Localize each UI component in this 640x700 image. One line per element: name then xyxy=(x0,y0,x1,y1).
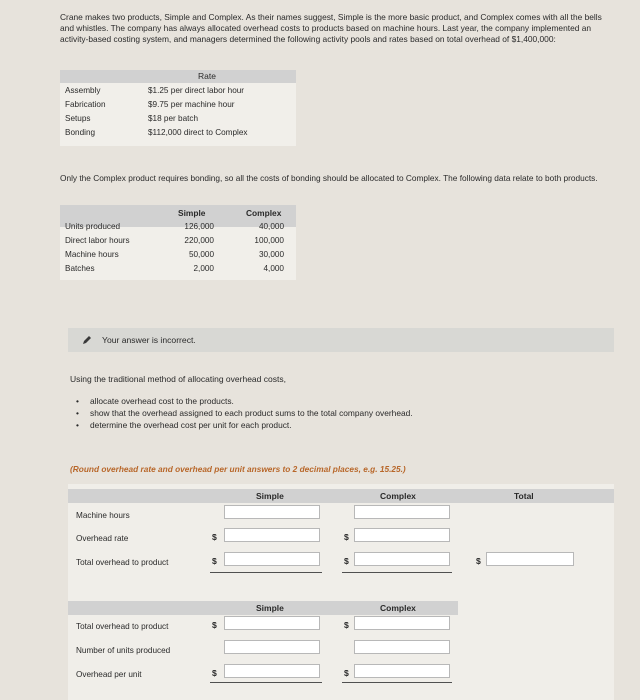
total-underline xyxy=(210,572,322,573)
answer-area xyxy=(68,484,614,700)
data-row-complex: 30,000 xyxy=(258,250,284,259)
currency-symbol: $ xyxy=(344,668,349,678)
currency-symbol: $ xyxy=(212,532,217,542)
data-row-complex: 40,000 xyxy=(258,222,284,231)
answer1-col-total: Total xyxy=(514,491,534,501)
data-row-complex: 100,000 xyxy=(254,236,284,245)
currency-symbol: $ xyxy=(344,556,349,566)
rate-row-value: $1.25 per direct labor hour xyxy=(148,86,245,95)
data-col-simple: Simple xyxy=(178,208,206,218)
data-row-simple: 2,000 xyxy=(193,264,214,273)
simple-overhead-per-unit-input[interactable] xyxy=(224,664,320,678)
total-overhead-input[interactable] xyxy=(486,552,574,566)
rate-row-value: $112,000 direct to Complex xyxy=(148,128,248,137)
rate-row-name: Assembly xyxy=(65,86,101,95)
complex-units-input[interactable] xyxy=(354,640,450,654)
simple-overhead-rate-input[interactable] xyxy=(224,528,320,542)
data-row xyxy=(60,249,296,261)
feedback-text: Your answer is incorrect. xyxy=(102,335,196,345)
data-row-name: Direct labor hours xyxy=(65,236,130,245)
instruction-item: • show that the overhead assigned to each product sums to the total company overhead. xyxy=(76,407,413,419)
data-row-name: Machine hours xyxy=(65,250,119,259)
data-col-complex: Complex xyxy=(246,208,282,218)
row-label-total-overhead: Total overhead to product xyxy=(76,558,169,567)
data-intro: Only the Complex product requires bonding, so all the costs of bonding should be allocated to Complex. The following data relate to both products. xyxy=(60,173,598,183)
currency-symbol: $ xyxy=(344,620,349,630)
data-row-simple: 126,000 xyxy=(184,222,214,231)
per-unit-underline xyxy=(342,682,452,683)
answer2-header xyxy=(68,601,458,615)
currency-symbol: $ xyxy=(212,620,217,630)
complex-machine-hours-input[interactable] xyxy=(354,505,450,519)
row-label-machine-hours: Machine hours xyxy=(76,511,130,520)
answer2-col-complex: Complex xyxy=(380,603,416,613)
rate-row-value: $18 per batch xyxy=(148,114,199,123)
pencil-icon xyxy=(82,335,92,345)
data-row-complex: 4,000 xyxy=(263,264,284,273)
per-unit-underline xyxy=(210,682,322,683)
instruction-item: • determine the overhead cost per unit for each product. xyxy=(76,419,413,431)
simple-total-overhead-input[interactable] xyxy=(224,552,320,566)
complex-overhead-rate-input[interactable] xyxy=(354,528,450,542)
data-row xyxy=(60,263,296,275)
instruction-item: • allocate overhead cost to the products. xyxy=(76,395,413,407)
row-label-overhead-per-unit: Overhead per unit xyxy=(76,670,142,679)
instruction-list xyxy=(76,395,413,431)
data-row-name: Units produced xyxy=(65,222,121,231)
rate-row-name: Setups xyxy=(65,114,91,123)
currency-symbol: $ xyxy=(476,556,481,566)
question-text: Using the traditional method of allocating overhead costs, xyxy=(70,374,286,384)
row-label-total-overhead: Total overhead to product xyxy=(76,622,169,631)
product-data-table xyxy=(60,205,296,280)
rate-row-name: Fabrication xyxy=(65,100,106,109)
data-row-simple: 220,000 xyxy=(184,236,214,245)
data-row xyxy=(60,235,296,247)
answer2-col-simple: Simple xyxy=(256,603,284,613)
simple-machine-hours-input[interactable] xyxy=(224,505,320,519)
complex-total-overhead-input[interactable] xyxy=(354,552,450,566)
answer1-header xyxy=(68,489,614,503)
data-row xyxy=(60,221,296,233)
activity-rates-table xyxy=(60,70,296,146)
complex-overhead-to-product-input[interactable] xyxy=(354,616,450,630)
complex-overhead-per-unit-input[interactable] xyxy=(354,664,450,678)
answer1-col-complex: Complex xyxy=(380,491,416,501)
problem-intro: Crane makes two products, Simple and Complex. As their names suggest, Simple is the more basic product, and Complex comes with all the bells and whistles. The company has always allocated overhead costs to products based on machine hours. Last year, the company implemented an activity-based costing system, and managers determined the following activity pools and rates based on total overhead of $1,400,000: xyxy=(60,12,602,45)
currency-symbol: $ xyxy=(344,532,349,542)
answer1-col-simple: Simple xyxy=(256,491,284,501)
data-row-name: Batches xyxy=(65,264,95,273)
rate-row-value: $9.75 per machine hour xyxy=(148,100,235,109)
feedback-banner xyxy=(68,328,614,352)
currency-symbol: $ xyxy=(212,668,217,678)
currency-symbol: $ xyxy=(212,556,217,566)
rates-header-label: Rate xyxy=(198,71,216,81)
data-row-simple: 50,000 xyxy=(188,250,214,259)
total-underline xyxy=(342,572,452,573)
row-label-units-produced: Number of units produced xyxy=(76,646,171,655)
rates-header xyxy=(60,70,296,83)
row-label-overhead-rate: Overhead rate xyxy=(76,534,129,543)
simple-overhead-to-product-input[interactable] xyxy=(224,616,320,630)
simple-units-input[interactable] xyxy=(224,640,320,654)
rounding-note: (Round overhead rate and overhead per unit answers to 2 decimal places, e.g. 15.25.) xyxy=(70,464,406,474)
rate-row-name: Bonding xyxy=(65,128,96,137)
